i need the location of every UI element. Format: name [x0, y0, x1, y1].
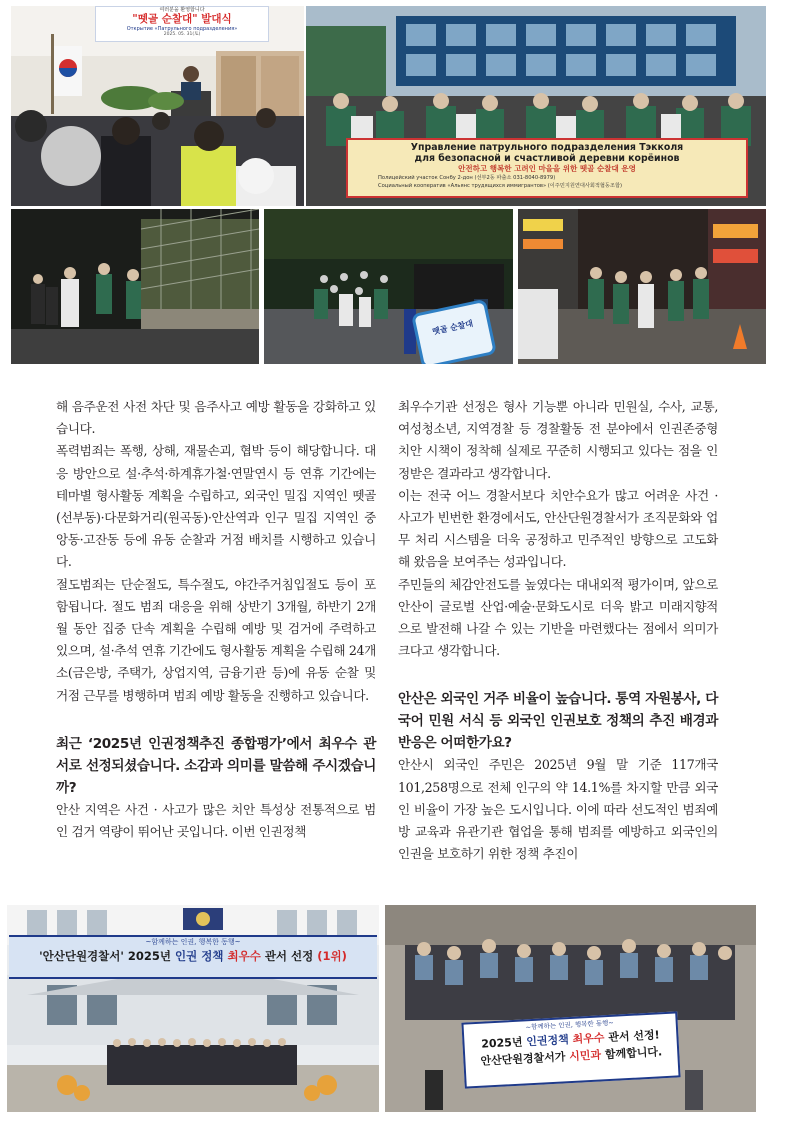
photo-heart-group [385, 905, 756, 1112]
award-building-part-e: (1위) [317, 949, 347, 963]
patrol-banner-line2: для безопасной и счастливой деревни корёинов [414, 153, 680, 164]
left-question-heading: 최근 ‘2025년 인권정책추진 종합평가’에서 최우수 관서로 선정되셨습니다. 소감과 의미를 말씀해 주시겠습니까? [56, 735, 376, 796]
award-held-top: ~함께하는 인권, 행복한 동행~ [525, 1018, 614, 1032]
patrol-banner [346, 138, 748, 198]
left-paragraph-2: 폭력범죄는 폭행, 상해, 재물손괴, 협박 등이 해당합니다. 대응 방안으로 설·추석·하계휴가철·연말연시 등 연휴 기간에는 테마별 형사활동 계획을 수립하고, 외국인 밀집 지역인 뗏골(선부동)·다문화거리(원곡동)·안산역과 인구 밀집 지역인 중앙동·고잔동 등에 유동 순찰과 거점 배치를 시행하고 있습니다. [56, 443, 376, 570]
award-building-part-a: '안산단원경찰서' 2025년 [39, 949, 176, 963]
left-paragraph-3: 절도범죄는 단순절도, 특수절도, 야간주거침입절도 등이 포함됩니다. 절도 범죄 대응을 위해 상반기 3개월, 하반기 2개월 동안 집중 단속 계획을 수립해 예방 및 검거에 주력하고 있으며, 설·추석 연휴 기간에도 형사활동 계획을 수립해 24개소(금은방, 주택가, 상업지역, 금융기관 등)에 유동 순찰 및 거점 근무를 병행하며 범죄 예방 활동을 진행하고 있습니다. [56, 576, 376, 703]
award-building-part-d: 관서 선정 [260, 949, 318, 963]
patrol-sign-text: 뗏골 순찰대 [431, 318, 474, 337]
award-held-line1-b: 인권정책 [525, 1032, 573, 1049]
award-held-line1-a: 2025년 [480, 1035, 527, 1051]
right-paragraph-4: 안산시 외국인 주민은 2025년 9월 말 기준 117개국 101,258명으로 전체 인구의 약 14.1%를 차지할 만큼 외국인 비율이 가장 높은 도시입니다. 이에 따라 선도적인 범죄예방 교육과 유관기관 협업을 통해 범죄를 예방하고 외국인의 인권을 보호하기 위한 정책 추진이 [398, 757, 718, 862]
award-held-line2-b: 시민과 [568, 1048, 602, 1064]
patrol-banner-line4: Полицейский участок Сонбу 2-дон (선부2동 파출소 031-8040-8979) [378, 175, 556, 181]
photo-station-building [7, 905, 379, 1112]
left-paragraph-1: 해 음주운전 사전 차단 및 음주사고 예방 활동을 강화하고 있습니다. [56, 399, 376, 437]
award-held-line2-a: 안산단원경찰서가 [480, 1050, 570, 1068]
left-paragraph-4: 안산 지역은 사건 · 사고가 많은 치안 특성상 전통적으로 범인 검거 역량이 뛰어난 곳입니다. 이번 인권정책 [56, 801, 376, 840]
right-question-heading: 안산은 외국인 거주 비율이 높습니다. 통역 자원봉사, 다국어 민원 서식 등 외국인 인권보호 정책의 추진 배경과 반응은 어떠한가요? [398, 691, 718, 752]
award-banner-building-main [9, 948, 377, 965]
award-held-line2-c: 함께합니다. [600, 1045, 663, 1062]
award-held-line1-c: 최우수 [572, 1031, 605, 1046]
award-building-part-b: 인권 정책 [175, 949, 228, 963]
award-building-part-c: 최우수 [227, 949, 261, 963]
left-text-column [56, 396, 376, 843]
photo-street-patrol [518, 209, 766, 364]
photo-patrol-group [306, 6, 766, 206]
award-banner-held [461, 1011, 680, 1088]
ceremony-banner-title: "뗏골 순찰대" 발대식 [132, 13, 232, 25]
patrol-banner-line1: Управление патрульного подразделения Тэкколя [410, 142, 684, 153]
award-banner-building-top: ~함께하는 인권, 행복한 동행~ [145, 938, 241, 946]
ceremony-banner-small: 여러분을 환영합니다 [159, 7, 205, 13]
ceremony-banner-sub: Открытие «Патрульного подразделения» [126, 26, 238, 32]
award-banner-building [9, 935, 377, 979]
ceremony-banner-date: 2025. 05. 31(토) [163, 32, 201, 37]
right-text-column [398, 396, 718, 865]
right-paragraph-2: 이는 전국 어느 경찰서보다 치안수요가 많고 어려운 사건 · 사고가 빈번한 환경에서도, 안산단원경찰서가 조직문화와 업무 처리 시스템을 더욱 공정하고 민주적인 방향으로 고도화해 왔음을 보여주는 성과입니다. [398, 487, 718, 570]
ceremony-banner [95, 6, 269, 42]
photo-night-march [264, 209, 513, 364]
patrol-banner-line5: Социальный кооператив «Альянс трудящихся иммигрантов» (이주민지원연대사회적협동조합) [378, 183, 622, 189]
photo-night-patrol-fence [11, 209, 259, 364]
right-paragraph-3: 주민들의 체감안전도를 높였다는 대내외적 평가이며, 앞으로 안산이 글로벌 산업·예술·문화도시로 더욱 밝고 미래지향적으로 발전해 나갈 수 있는 기반을 마련했다는 점에서 의미가 크다고 생각합니다. [398, 576, 718, 659]
photo-launch-ceremony [11, 6, 304, 206]
patrol-banner-line3: 안전하고 행복한 고려인 마을을 위한 뗏골 순찰대 운영 [458, 164, 636, 173]
right-paragraph-1: 최우수기관 선정은 형사 기능뿐 아니라 민원실, 수사, 교통, 여성청소년, 지역경찰 등 경찰활동 전 분야에서 인권존중형 치안 시책이 정착해 실제로 꾸준히 시행되고 있다는 점을 인정받은 결과라고 생각합니다. [398, 399, 718, 481]
award-held-line1-d: 관서 선정! [604, 1028, 660, 1045]
